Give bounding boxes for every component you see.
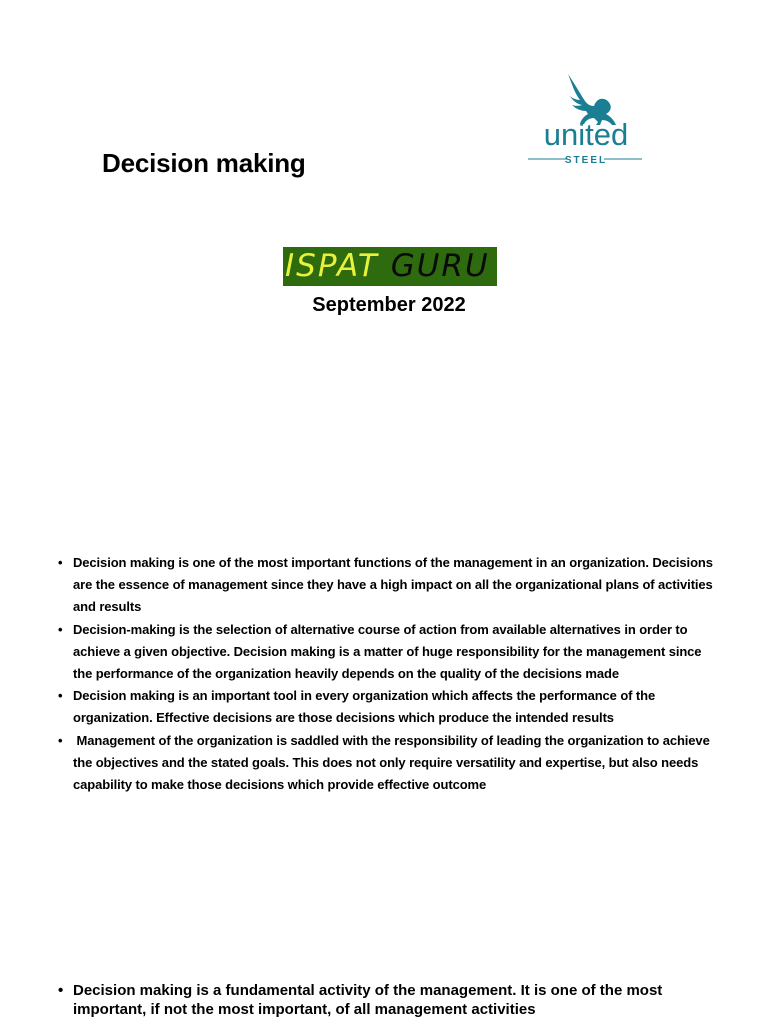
list-item: • Decision making is one of the most important functions of the management in an organization. Decisions are the essence of management since they have a high impact on all the organizational plans of activities and results: [58, 552, 718, 619]
bullet-icon: •: [58, 555, 63, 570]
list-item: • Decision making is an important tool in every organization which affects the performance of the organization. Effective decisions are those decisions which produce the intended results: [58, 685, 718, 729]
date-subtitle: September 2022: [312, 294, 466, 316]
winged-lion-icon: [524, 70, 648, 170]
bullet-icon: •: [58, 732, 63, 748]
list-item: • Decision-making is the selection of alternative course of action from available alternatives in order to achieve a given objective. Decision making is a matter of huge responsibility for the management since the performance of the organization heavily depends on the quality of the decisions made: [58, 619, 718, 686]
ispat-guru-banner: [283, 247, 497, 286]
banner-word-ispat: ISPAT: [285, 248, 379, 284]
page-title: Decision making: [102, 148, 306, 178]
bullet-list-secondary: [58, 981, 718, 1019]
svg-text:STEEL: STEEL: [564, 155, 608, 166]
bullet-icon: •: [58, 982, 64, 999]
united-steel-logo: [524, 70, 648, 170]
bullet-list: [58, 552, 718, 796]
bullet-icon: •: [58, 621, 63, 637]
svg-text:united: united: [543, 117, 629, 152]
list-item: • Management of the organization is saddled with the responsibility of leading the organization to achieve the objectives and the stated goals. This does not only require versatility and expertise, but also needs capability to make those decisions which provide effective outcome: [58, 730, 718, 797]
list-item: • Decision making is a fundamental activity of the management. It is one of the most important, if not the most important, of all management activities: [58, 982, 663, 1018]
banner-word-guru: GURU: [390, 248, 490, 284]
bullet-icon: •: [58, 688, 63, 704]
